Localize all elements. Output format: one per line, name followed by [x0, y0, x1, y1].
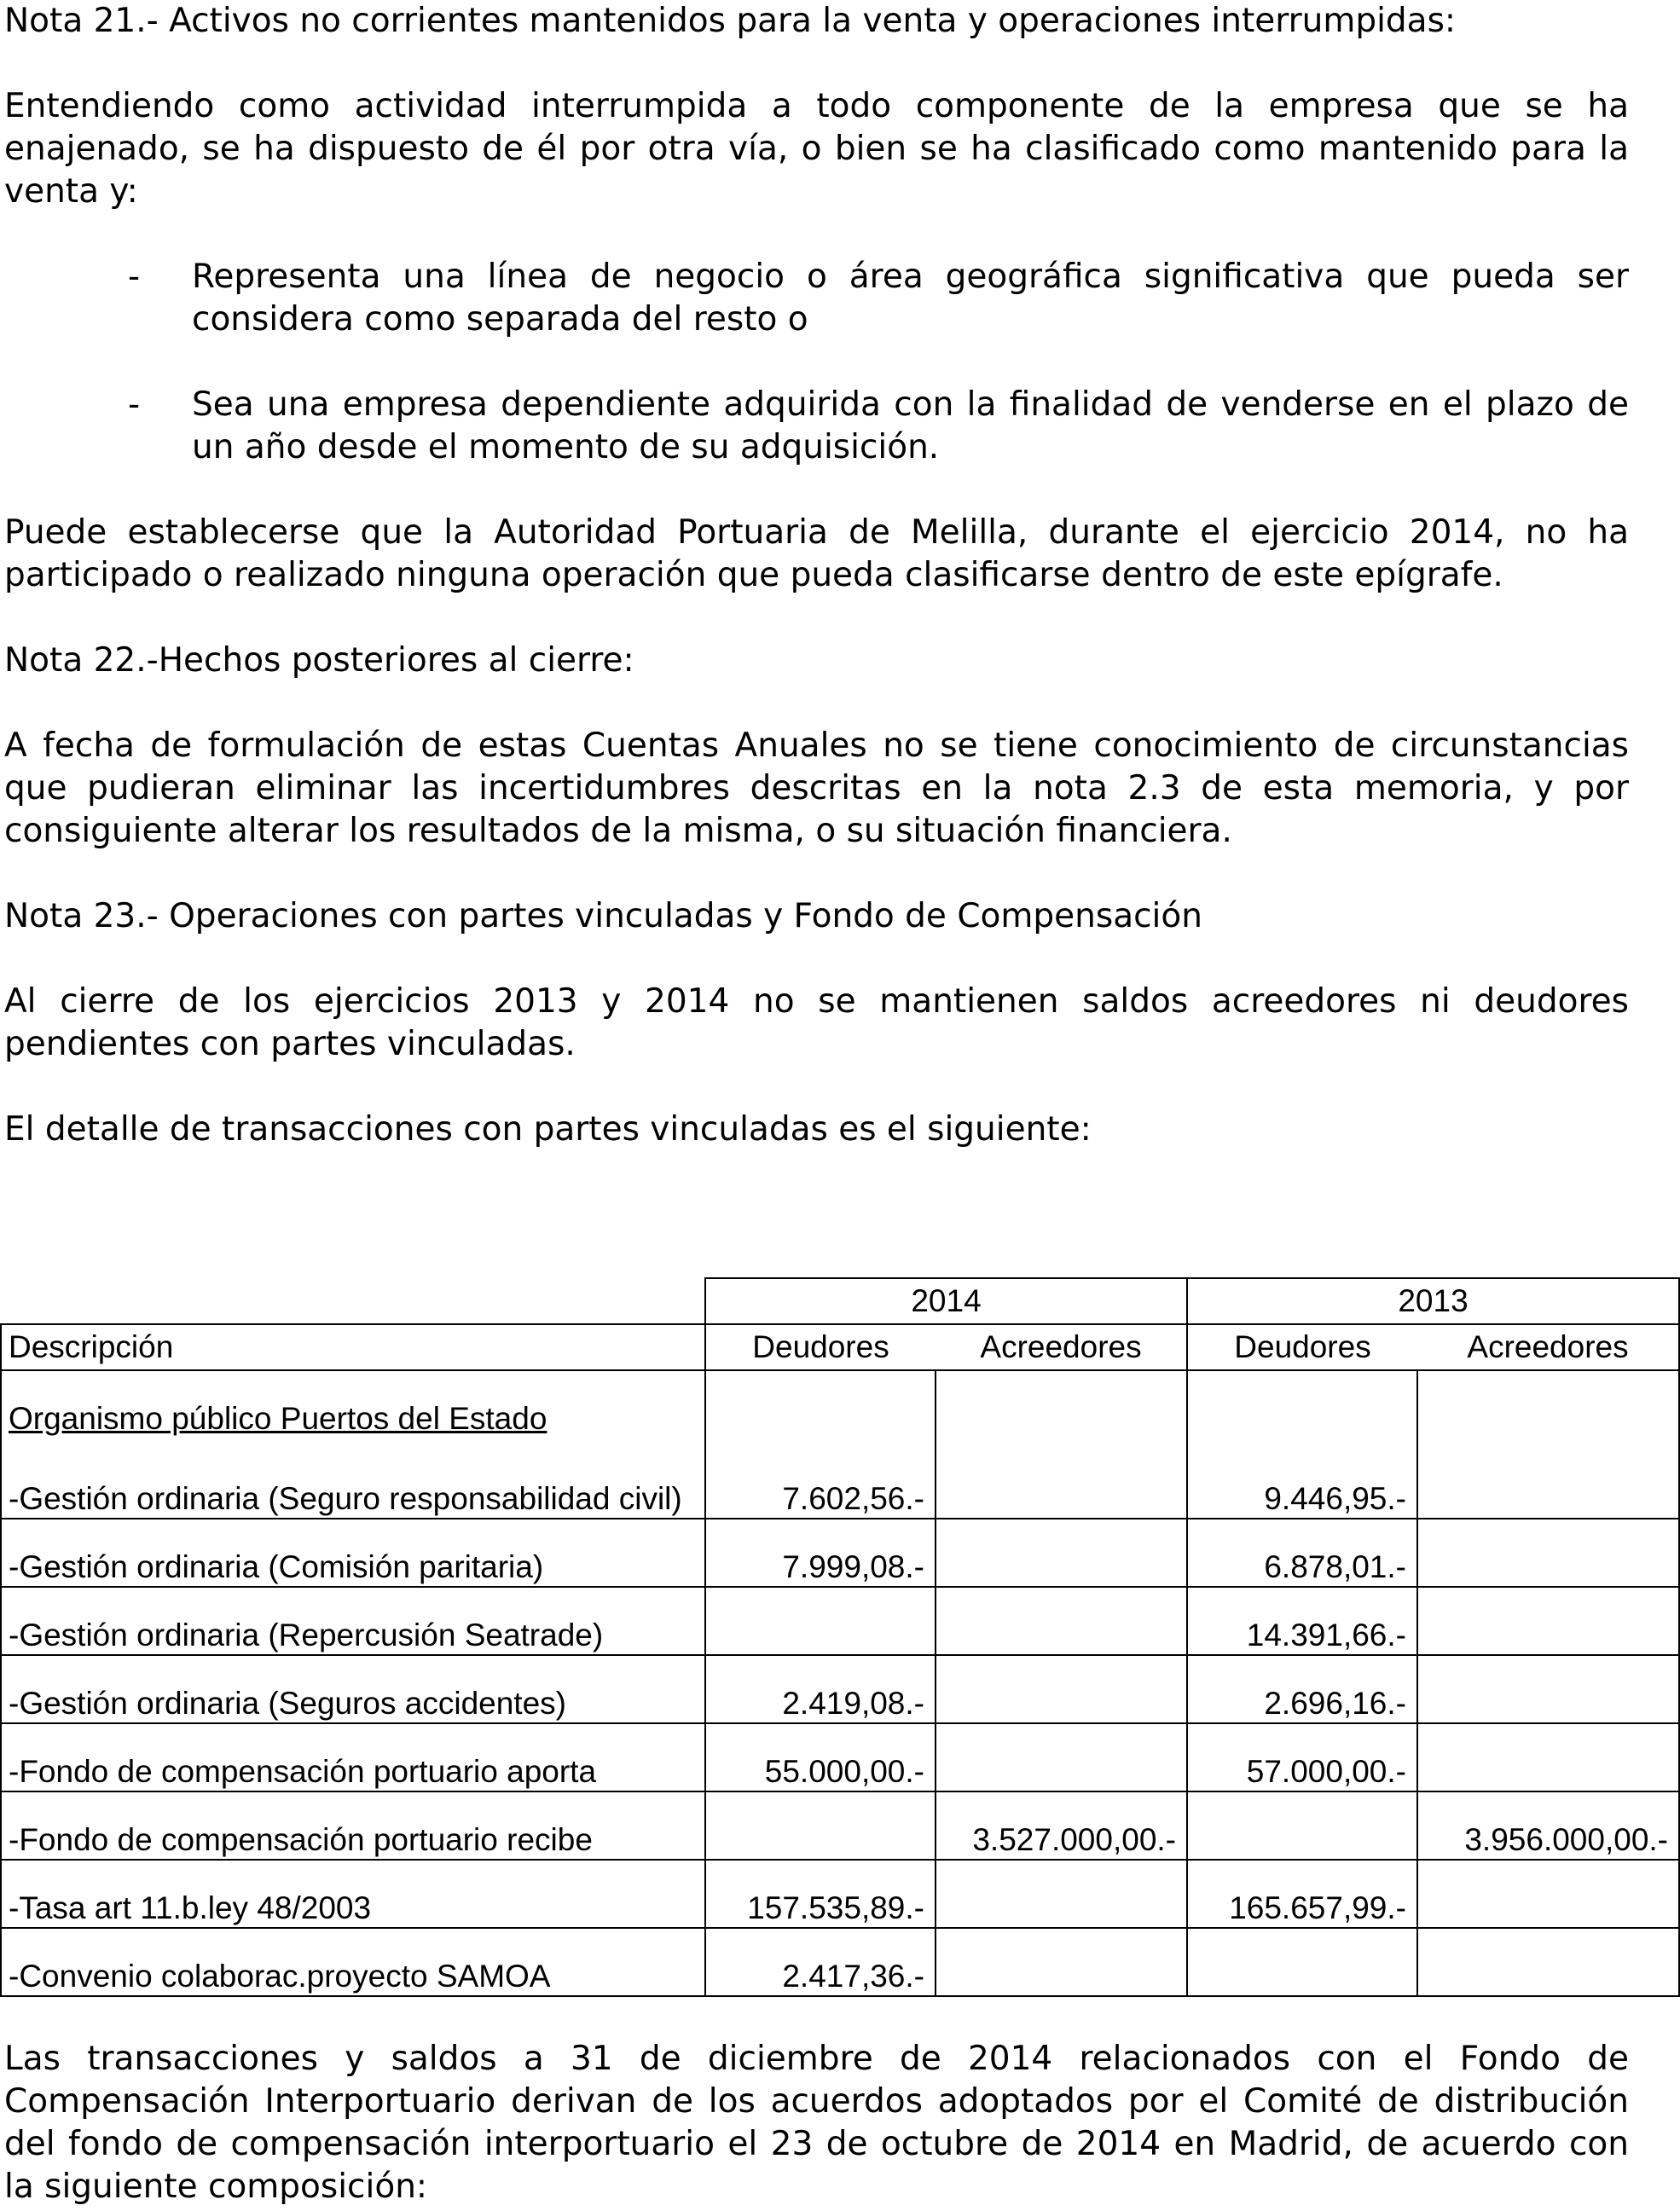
header-acreedores-2013: Acreedores — [1417, 1324, 1679, 1370]
section-label-text: Organismo público Puertos del Estado — [9, 1401, 547, 1436]
closing-section — [4, 2038, 1629, 2208]
row-deudores-2013: 9.446,95.- — [1187, 1438, 1417, 1519]
header-acreedores-2014: Acreedores — [936, 1324, 1187, 1370]
nota21-bullet-1 — [4, 256, 1629, 341]
table-row — [1, 1519, 1679, 1587]
bullet-text: Sea una empresa dependiente adquirida con la finalidad de venderse en el plazo de un año desde el momento de su adquisición. — [192, 385, 1629, 466]
empty-cell — [705, 1370, 936, 1438]
transactions-table-wrapper — [0, 1277, 1678, 1997]
empty-corner — [1, 1278, 705, 1324]
table-row — [1, 1723, 1679, 1791]
row-acreedores-2013 — [1417, 1860, 1679, 1928]
row-acreedores-2013 — [1417, 1438, 1679, 1519]
nota21-bullet-2 — [4, 384, 1629, 469]
table-row — [1, 1438, 1679, 1519]
row-deudores-2014: 7.602,56.- — [705, 1438, 936, 1519]
row-deudores-2013 — [1187, 1928, 1417, 1996]
row-acreedores-2014: 3.527.000,00.- — [936, 1791, 1187, 1860]
empty-cell — [1417, 1370, 1679, 1438]
nota23-title: Nota 23.- Operaciones con partes vinculadas y Fondo de Compensación — [4, 897, 1202, 935]
row-deudores-2013: 2.696,16.- — [1187, 1655, 1417, 1723]
row-acreedores-2013 — [1417, 1723, 1679, 1791]
row-desc: -Gestión ordinaria (Seguros accidentes) — [1, 1655, 705, 1723]
row-desc: -Gestión ordinaria (Seguro responsabilidad civil) — [1, 1438, 705, 1519]
year-2014-header: 2014 — [705, 1278, 1187, 1324]
nota21-intro: Entendiendo como actividad interrumpida a todo componente de la empresa que se ha enajenado, se ha dispuesto de él por otra vía, o bien se ha clasificado como mantenido para la venta y: — [4, 87, 1629, 211]
section-row — [1, 1370, 1679, 1438]
row-acreedores-2013: 3.956.000,00.- — [1417, 1791, 1679, 1860]
row-acreedores-2013 — [1417, 1928, 1679, 1996]
row-acreedores-2014 — [936, 1587, 1187, 1655]
empty-cell — [1187, 1370, 1417, 1438]
row-desc: -Tasa art 11.b.ley 48/2003 — [1, 1860, 705, 1928]
empty-cell — [936, 1370, 1187, 1438]
nota22-text: A fecha de formulación de estas Cuentas Anuales no se tiene conocimiento de circunstancias que pudieran eliminar las incertidumbres descritas en la nota 2.3 de esta memoria, y por consiguiente alterar los resultados de la misma, o su situación financiera. — [4, 726, 1629, 850]
year-header-row — [1, 1278, 1679, 1324]
row-desc: -Gestión ordinaria (Comisión paritaria) — [1, 1519, 705, 1587]
header-deudores-2014: Deudores — [705, 1324, 936, 1370]
row-acreedores-2014 — [936, 1519, 1187, 1587]
table-row — [1, 1928, 1679, 1996]
row-desc: -Fondo de compensación portuario aporta — [1, 1723, 705, 1791]
row-acreedores-2014 — [936, 1655, 1187, 1723]
bullet-text: Representa una línea de negocio o área geográfica significativa que pueda ser considera como separada del resto o — [192, 258, 1629, 339]
row-deudores-2014: 7.999,08.- — [705, 1519, 936, 1587]
row-deudores-2013: 165.657,99.- — [1187, 1860, 1417, 1928]
nota23-text1: Al cierre de los ejercicios 2013 y 2014 no se mantienen saldos acreedores ni deudores pendientes con partes vinculadas. — [4, 982, 1629, 1063]
row-deudores-2014 — [705, 1587, 936, 1655]
row-deudores-2014: 2.417,36.- — [705, 1928, 936, 1996]
closing-paragraph: Las transacciones y saldos a 31 de diciembre de 2014 relacionados con el Fondo de Compensación Interportuario derivan de los acuerdos adoptados por el Comité de distribución del fondo de compensación interportuario el 23 de octubre de 2014 en Madrid, de acuerdo con la siguiente composición: — [4, 2040, 1629, 2206]
row-deudores-2014: 55.000,00.- — [705, 1723, 936, 1791]
document-body — [4, 0, 1629, 1151]
row-deudores-2013: 57.000,00.- — [1187, 1723, 1417, 1791]
row-deudores-2013 — [1187, 1791, 1417, 1860]
row-desc: -Convenio colaborac.proyecto SAMOA — [1, 1928, 705, 1996]
header-deudores-2013: Deudores — [1187, 1324, 1417, 1370]
table-row — [1, 1860, 1679, 1928]
row-acreedores-2013 — [1417, 1519, 1679, 1587]
row-acreedores-2014 — [936, 1928, 1187, 1996]
nota21-title: Nota 21.- Activos no corrientes mantenidos para la venta y operaciones interrumpidas: — [4, 2, 1457, 40]
row-acreedores-2013 — [1417, 1655, 1679, 1723]
transactions-table — [0, 1277, 1680, 1997]
table-row — [1, 1655, 1679, 1723]
bullet-dash: - — [128, 258, 141, 296]
row-acreedores-2014 — [936, 1438, 1187, 1519]
section-label — [1, 1370, 705, 1438]
header-descripcion: Descripción — [1, 1324, 705, 1370]
column-header-row — [1, 1324, 1679, 1370]
row-deudores-2014: 2.419,08.- — [705, 1655, 936, 1723]
row-desc: -Gestión ordinaria (Repercusión Seatrade) — [1, 1587, 705, 1655]
row-acreedores-2013 — [1417, 1587, 1679, 1655]
nota21-conclusion: Puede establecerse que la Autoridad Portuaria de Melilla, durante el ejercicio 2014, no ha participado o realizado ninguna operación que pueda clasificarse dentro de este epígrafe. — [4, 513, 1629, 594]
row-deudores-2014: 157.535,89.- — [705, 1860, 936, 1928]
year-2013-header: 2013 — [1187, 1278, 1679, 1324]
row-deudores-2013: 6.878,01.- — [1187, 1519, 1417, 1587]
bullet-dash: - — [128, 385, 141, 424]
row-desc: -Fondo de compensación portuario recibe — [1, 1791, 705, 1860]
nota22-title: Nota 22.-Hechos posteriores al cierre: — [4, 641, 634, 680]
nota23-text2: El detalle de transacciones con partes vinculadas es el siguiente: — [4, 1110, 1092, 1149]
row-deudores-2014 — [705, 1791, 936, 1860]
table-row — [1, 1791, 1679, 1860]
row-acreedores-2014 — [936, 1860, 1187, 1928]
row-acreedores-2014 — [936, 1723, 1187, 1791]
row-deudores-2013: 14.391,66.- — [1187, 1587, 1417, 1655]
table-row — [1, 1587, 1679, 1655]
